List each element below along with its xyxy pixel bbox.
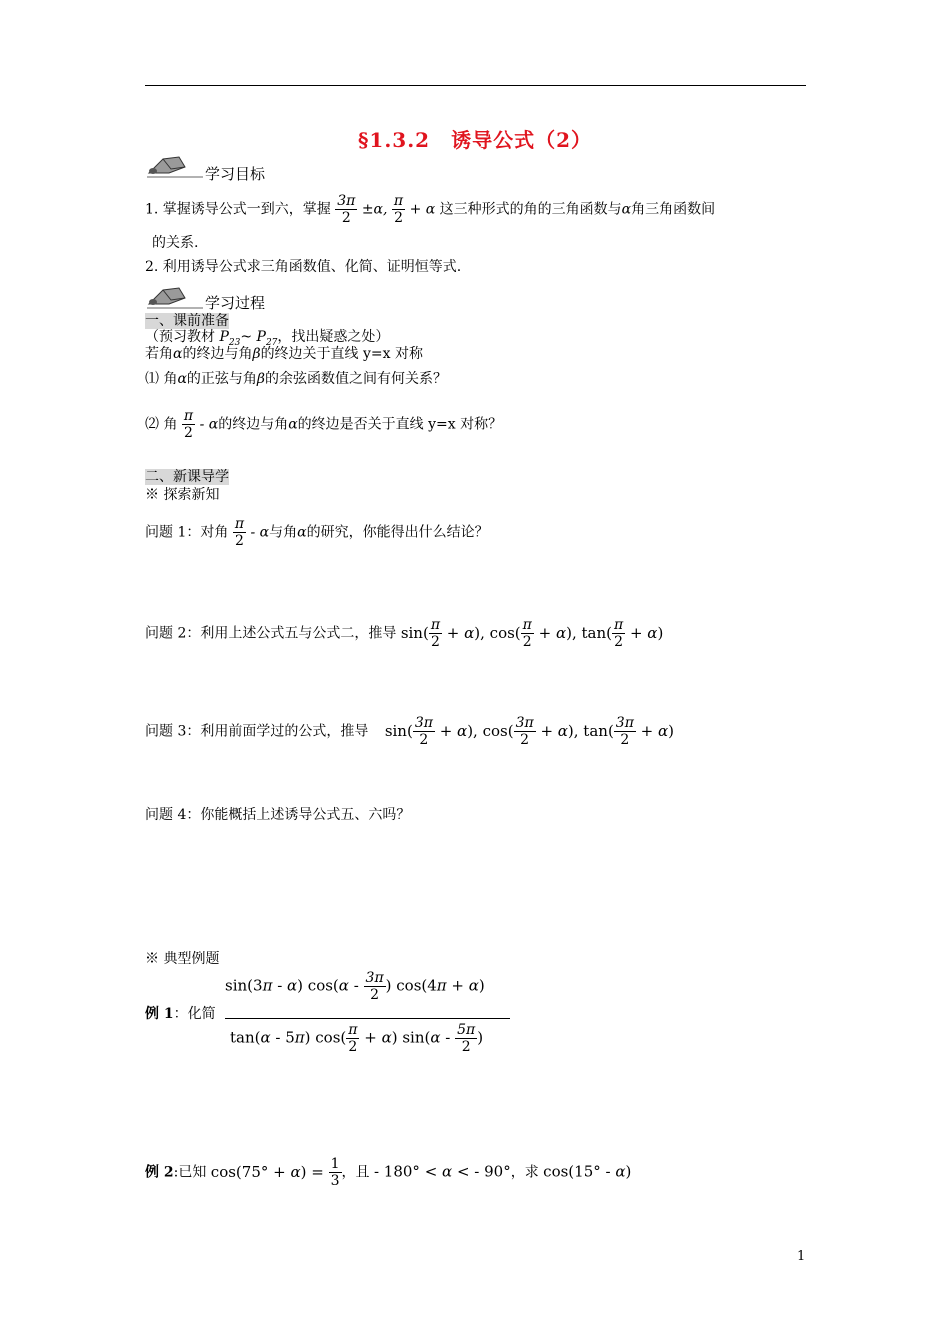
fraction-pi-over-2: $\frac{\pi}{2}$: [183, 408, 194, 441]
example-2-a: :已知: [173, 1164, 207, 1181]
example-1-numerator: sin(3π - α) cos(α - $\frac{3\pi}{2}$ ) cos(4π + α): [225, 970, 485, 1003]
fraction-3pi-over-2: $\frac{3\pi}{2}$: [515, 715, 534, 748]
premise-b: 的终边与角: [182, 346, 253, 362]
fraction-3pi-over-2: $\frac{3\pi}{2}$: [615, 715, 634, 748]
fraction-3pi-over-2: $\frac{3\pi}{2}$: [365, 970, 384, 1003]
math-alpha: α: [173, 346, 183, 362]
preview-p2-sub: 27: [265, 337, 278, 348]
preview-p1-sub: 23: [228, 337, 241, 348]
math-beta: β: [252, 346, 261, 362]
examples-heading: ※ 典型例题: [145, 951, 220, 967]
book-icon: [145, 282, 205, 310]
math-minus-alpha: - α: [250, 524, 270, 541]
pre-q2-c: 的终边是否关于直线 y=x 对称？: [297, 416, 503, 433]
question-4: 问题 4：你能概括上述诱导公式五、六吗？: [145, 807, 411, 823]
fraction-pi-over-2: $\frac{\pi}{2}$: [348, 1022, 358, 1055]
fraction-pi-over-2: $\frac{\pi}{2}$: [430, 617, 441, 650]
formula-q2: sin( $\frac{\pi}{2}$ + α), cos( $\frac{\pi}{2}$ + α), tan( $\frac{\pi}{2}$ + α): [400, 617, 664, 650]
preview-a: （预习教材: [145, 329, 220, 345]
goal-1-text-a: 1. 掌握诱导公式一到六，掌握: [145, 201, 331, 218]
goal-1: [145, 193, 715, 226]
part2-heading-text: 二、新课导学: [145, 469, 229, 485]
section-process-heading: 学习过程: [205, 294, 266, 312]
math-alpha: α: [288, 416, 298, 433]
fraction-pi-over-2: $\frac{\pi}{2}$: [234, 516, 245, 549]
premise-c: 的终边关于直线 y=x 对称: [260, 346, 423, 362]
part2-heading: [145, 467, 229, 487]
example-2-label: 例 2: [145, 1164, 174, 1181]
header-rule: [145, 85, 806, 86]
math-beta: β: [256, 371, 266, 387]
fraction-5pi-over-2: $\frac{5\pi}{2}$: [457, 1022, 476, 1055]
example-1-denominator: tan(α - 5π) cos( $\frac{\pi}{2}$ + α) sin(α - $\frac{5\pi}{2}$ ): [230, 1022, 484, 1055]
part1-heading-text: 一、课前准备: [145, 313, 229, 329]
example-1-text: ：化简: [173, 1006, 216, 1022]
example-2-b: ，且: [341, 1164, 370, 1181]
premise-a: 若角: [145, 346, 173, 362]
example-2-c: ，求: [510, 1164, 539, 1181]
pre-q1-a: ⑴ 角: [145, 371, 178, 387]
example-1-label-text: 例 1: [145, 1006, 174, 1022]
q1-c: 的研究，你能得出什么结论？: [306, 524, 489, 541]
fraction-pi-over-2: $\frac{\pi}{2}$: [613, 617, 624, 650]
pre-question-2: [145, 408, 502, 441]
preview-p1: P: [219, 329, 229, 345]
question-2: [145, 617, 663, 650]
page-title: §1.3.2 诱导公式（2）: [357, 128, 593, 152]
math-alpha: α: [297, 524, 307, 541]
fraction-pi-over-2: $\frac{\pi}{2}$: [393, 193, 404, 226]
q3-text: 问题 3：利用前面学过的公式，推导: [145, 723, 369, 740]
math-pm-alpha: ±α,: [361, 201, 388, 218]
question-1: [145, 516, 489, 549]
section-goals-heading: 学习目标: [205, 165, 266, 183]
goal-1-text-b: 这三种形式的角的三角函数与: [439, 201, 622, 218]
q1-a: 问题 1：对角: [145, 524, 229, 541]
math-alpha: α: [177, 371, 187, 387]
math-alpha: α: [621, 201, 632, 218]
pre-question-1: [145, 369, 447, 389]
fraction-3pi-over-2: $\frac{3\pi}{2}$: [337, 193, 356, 226]
example-2-target: cos(15° - α): [543, 1162, 632, 1181]
goal-1-cont: 的关系.: [152, 235, 199, 251]
question-3: [145, 715, 674, 748]
q1-b: 与角: [269, 524, 298, 541]
math-plus-alpha: + α: [409, 201, 436, 218]
fraction-pi-over-2: $\frac{\pi}{2}$: [522, 617, 532, 650]
pre-q2-b: 的终边与角: [218, 416, 289, 433]
math-minus-alpha: - α: [199, 416, 219, 433]
pre-q2-a: ⑵ 角: [145, 416, 178, 433]
fraction-3pi-over-2: $\frac{3\pi}{2}$: [414, 715, 433, 748]
pre-q1-c: 的余弦函数值之间有何关系？: [265, 371, 448, 387]
goal-1-text-c: 角三角函数间: [631, 201, 716, 218]
pre-q1-b: 的正弦与角: [186, 371, 257, 387]
premise: [145, 344, 423, 364]
page-number: 1: [797, 1249, 806, 1264]
example-1-label: [145, 1004, 216, 1024]
explore-heading: ※ 探索新知: [145, 487, 220, 503]
fraction-1-over-3: $\frac{1}{3}$: [330, 1156, 340, 1189]
example-2: [145, 1156, 631, 1189]
preview-p2: P: [256, 329, 266, 345]
preview-tilde: ~: [240, 329, 257, 345]
example-2-range: - 180° < α < - 90°: [373, 1162, 511, 1181]
example-2-given: cos(75° + α) = $\frac{1}{3}$: [210, 1156, 340, 1189]
preview-g: ，找出疑惑之处）: [277, 329, 390, 345]
goal-2: 2. 利用诱导公式求三角函数值、化简、证明恒等式.: [145, 259, 462, 275]
book-icon: [145, 151, 205, 179]
formula-q3: sin( $\frac{3\pi}{2}$ + α), cos( $\frac{3\pi}{2}$ + α), tan( $\frac{3\pi}{2}$ + α): [384, 715, 675, 748]
q2-text: 问题 2：利用上述公式五与公式二，推导: [145, 625, 397, 642]
